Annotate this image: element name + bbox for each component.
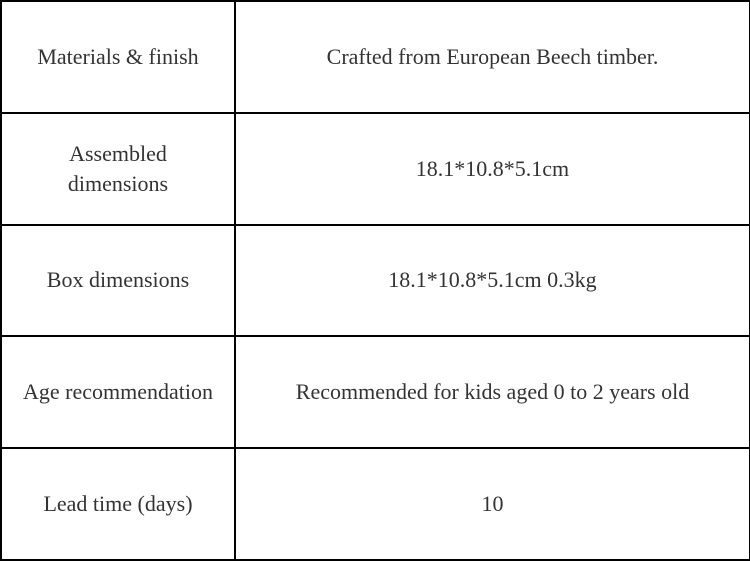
table-row xyxy=(1,225,750,337)
spec-label-cell xyxy=(1,448,235,560)
spec-value-cell xyxy=(235,336,750,448)
table-row xyxy=(1,448,750,560)
table-row xyxy=(1,336,750,448)
spec-label-cell xyxy=(1,225,235,337)
spec-value-assembled-dimensions: 18.1*10.8*5.1cm xyxy=(415,155,570,181)
spec-label-cell xyxy=(1,336,235,448)
spec-value-cell xyxy=(235,225,750,337)
table-row xyxy=(1,1,750,113)
spec-label-box-dimensions: Box dimensions xyxy=(46,267,190,293)
spec-label-cell xyxy=(1,113,235,225)
spec-label-cell xyxy=(1,1,235,113)
spec-label-age-recommendation: Age recommendation xyxy=(23,379,213,405)
spec-label-assembled-dimensions: Assembled dimensions xyxy=(67,140,169,196)
spec-value-age-recommendation: Recommended for kids aged 0 to 2 years old xyxy=(295,379,690,405)
spec-value-materials: Crafted from European Beech timber. xyxy=(326,43,659,69)
spec-label-materials: Materials & finish xyxy=(37,43,199,69)
spec-value-lead-time: 10 xyxy=(481,491,504,517)
spec-value-cell xyxy=(235,113,750,225)
spec-value-box-dimensions: 18.1*10.8*5.1cm 0.3kg xyxy=(388,267,597,293)
spec-label-lead-time: Lead time (days) xyxy=(43,491,193,517)
table-row xyxy=(1,113,750,225)
spec-table-body xyxy=(1,1,750,560)
spec-value-cell xyxy=(235,1,750,113)
spec-value-cell xyxy=(235,448,750,560)
